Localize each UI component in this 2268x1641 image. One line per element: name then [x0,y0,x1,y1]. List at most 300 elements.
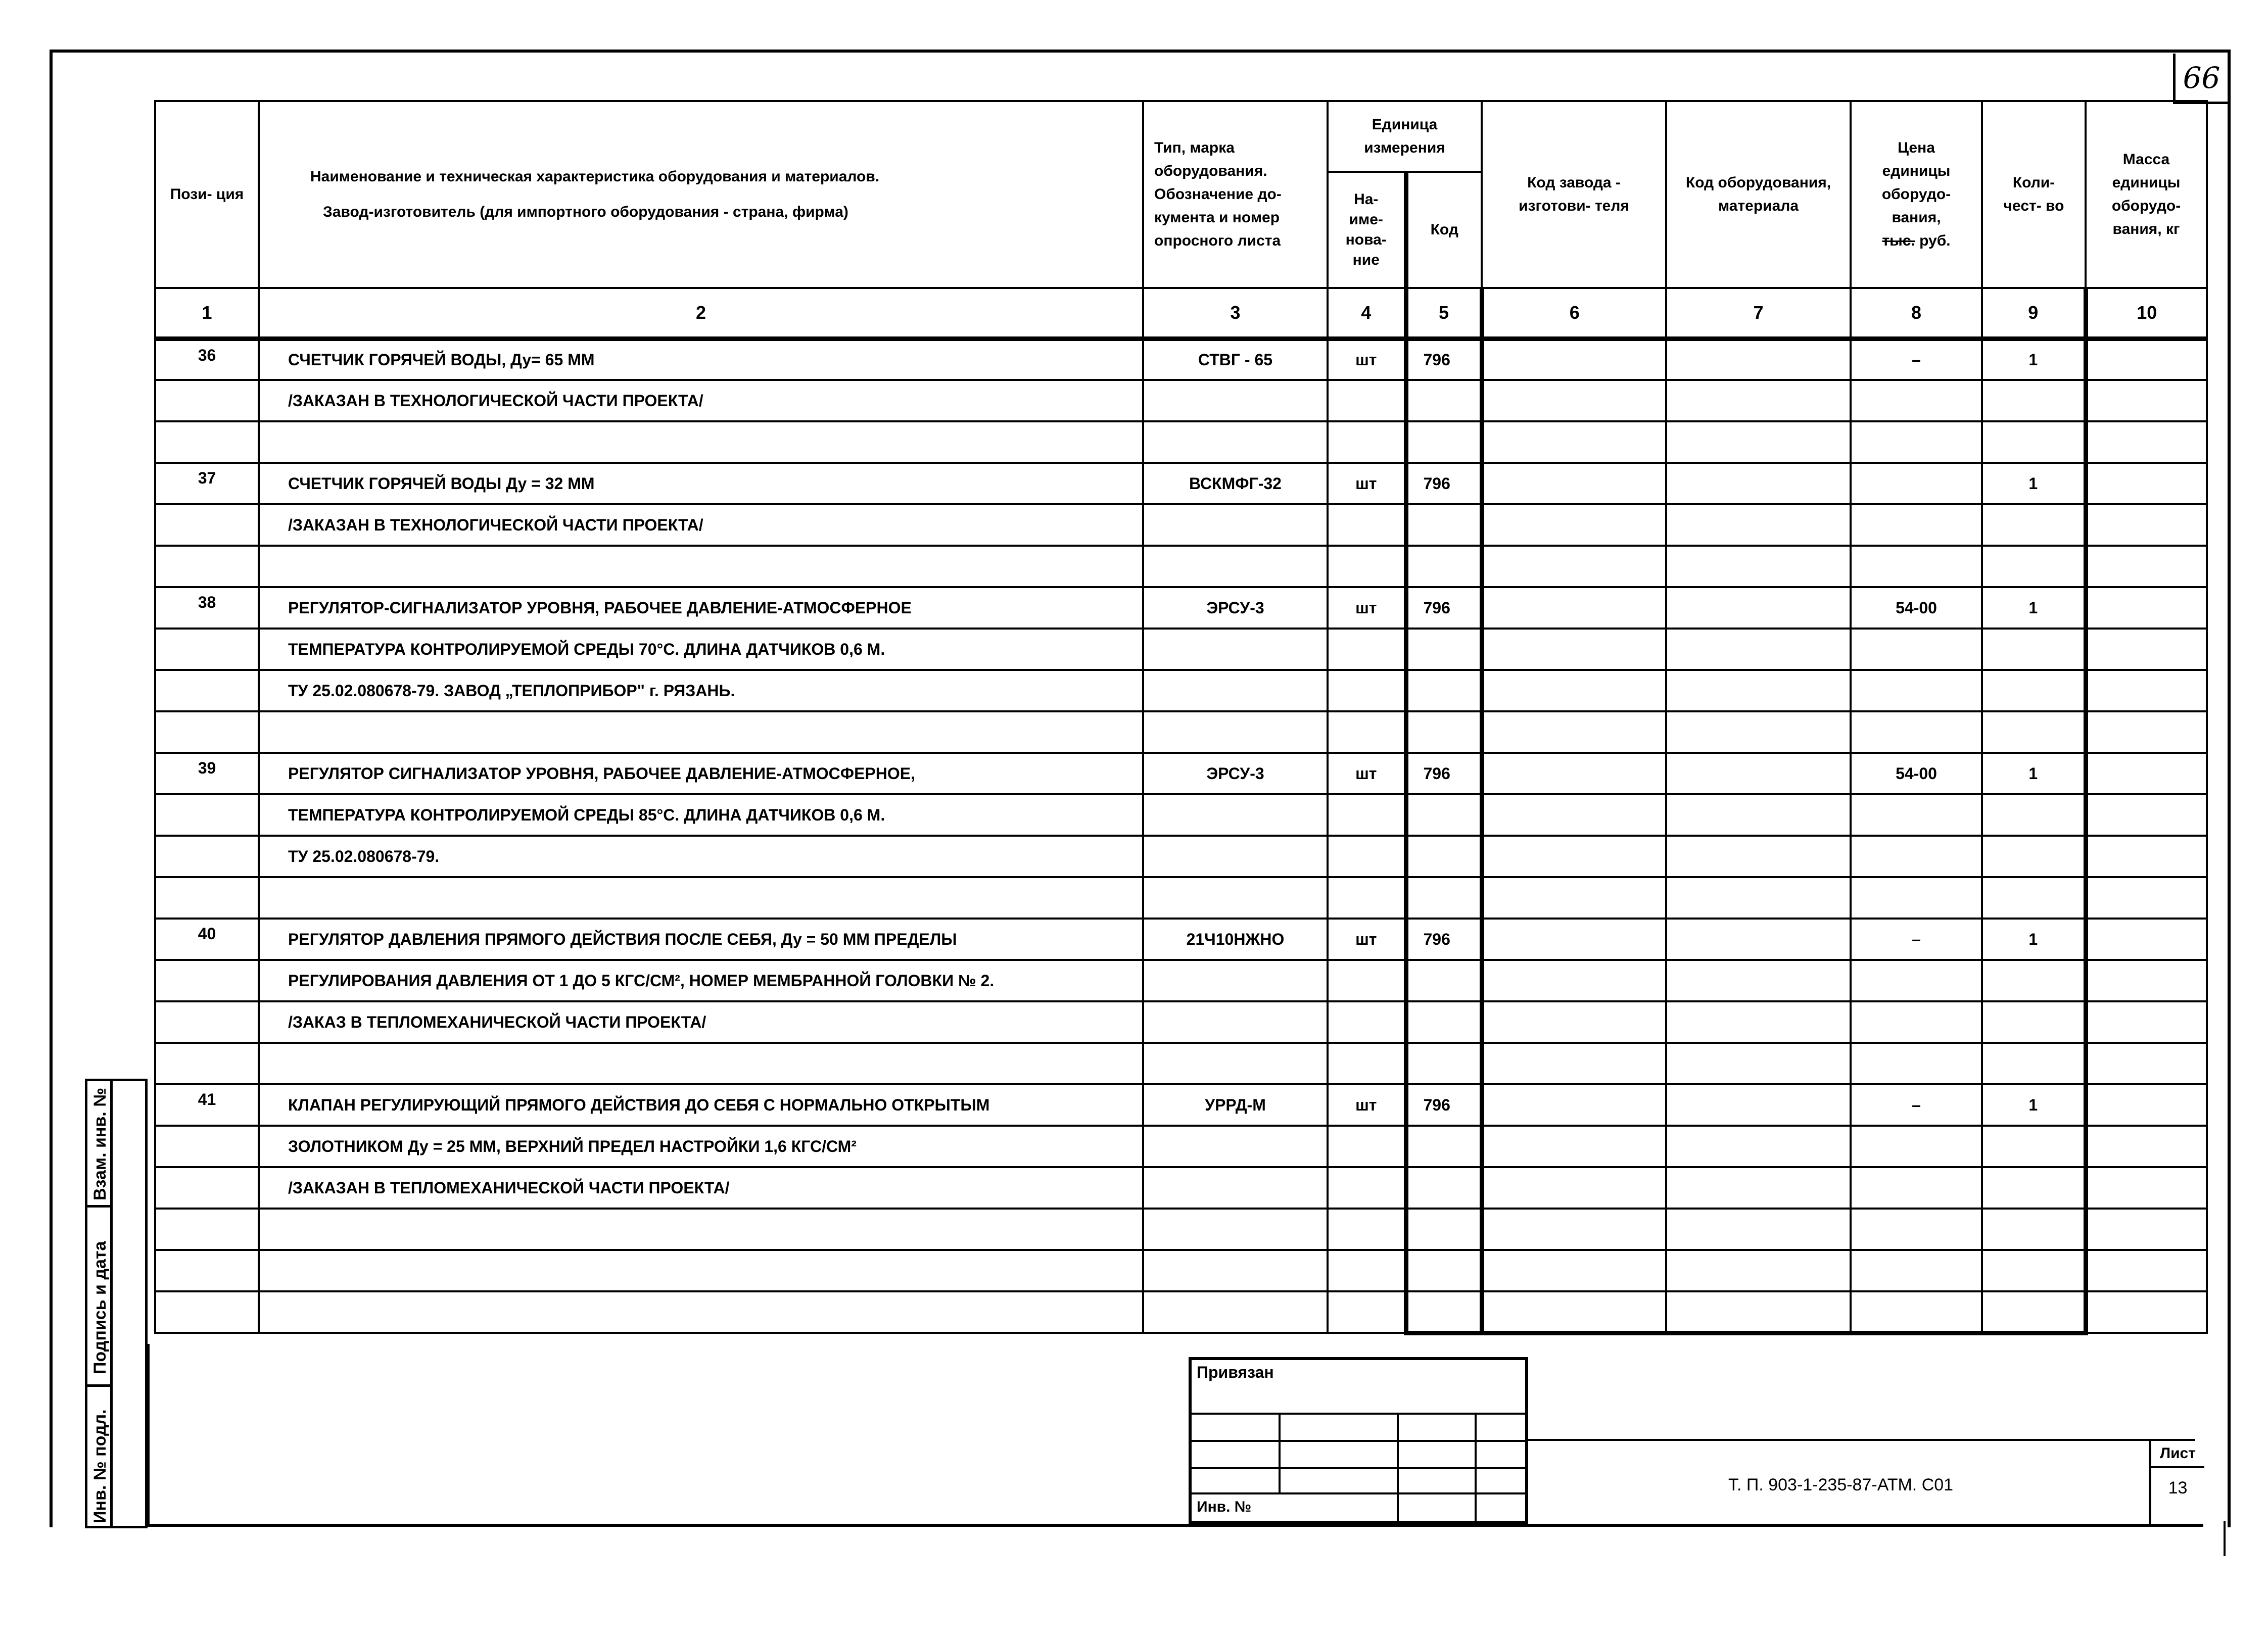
table-body [155,339,2207,1333]
table-row [155,670,2207,711]
cell-unit-code: 796 [1406,753,1482,794]
cell-factory-code [1482,1209,1666,1250]
table-row [155,1167,2207,1209]
cell-unit-name [1328,1126,1406,1167]
header-row [155,101,2207,172]
cell-type: УРРД-М [1143,1084,1328,1126]
cell-mass [2086,1043,2207,1084]
side-cell-vzam [87,1081,113,1208]
cell-position [155,877,259,919]
side-inv-label: Инв. № подл. [90,1409,110,1523]
cell-mass [2086,1084,2207,1126]
header-type-l5: опросного листа [1154,232,1281,249]
cell-unit-code [1406,1250,1482,1291]
title-block-bottom-line [147,1524,2203,1527]
cell-quantity [1982,836,2086,877]
cell-factory-code [1482,587,1666,629]
cell-price [1851,463,1982,504]
cell-unit-name [1328,1001,1406,1043]
cell-equipment-code [1666,836,1851,877]
cell-unit-name: шт [1328,919,1406,960]
sheet-label: Лист [2151,1439,2204,1468]
title-block-line [1528,1439,2195,1441]
cell-quantity [1982,629,2086,670]
cell-type [1143,1291,1328,1333]
cell-name: /ЗАКАЗАН В ТЕПЛОМЕХАНИЧЕСКОЙ ЧАСТИ ПРОЕКТА/ [259,1167,1143,1209]
table-row [155,1001,2207,1043]
cell-equipment-code [1666,1001,1851,1043]
cell-price [1851,960,1982,1001]
header-type-l1: Тип, марка [1154,139,1235,156]
table-row [155,1209,2207,1250]
colnum: 8 [1851,288,1982,339]
colnum: 3 [1143,288,1328,339]
cell-unit-code [1406,1291,1482,1333]
cell-factory-code [1482,1291,1666,1333]
cell-mass [2086,794,2207,836]
cell-mass [2086,380,2207,421]
header-type-l4: кумента и номер [1154,209,1280,226]
cell-quantity [1982,877,2086,919]
cell-name: ТУ 25.02.080678-79. ЗАВОД „ТЕПЛОПРИБОР" г. РЯЗАНЬ. [259,670,1143,711]
colnum: 1 [155,288,259,339]
cell-unit-name: шт [1328,1084,1406,1126]
cell-mass [2086,1001,2207,1043]
cell-price [1851,1001,1982,1043]
cell-unit-code [1406,670,1482,711]
cell-unit-name [1328,670,1406,711]
cell-unit-name: шт [1328,753,1406,794]
cell-mass [2086,1167,2207,1209]
header-unit-code: Код [1406,172,1482,288]
cell-factory-code [1482,1043,1666,1084]
cell-mass [2086,919,2207,960]
cell-position: 36 [155,339,259,380]
cell-name: /ЗАКАЗАН В ТЕХНОЛОГИЧЕСКОЙ ЧАСТИ ПРОЕКТА/ [259,380,1143,421]
cell-unit-code [1406,1209,1482,1250]
cell-position [155,1250,259,1291]
header-price [1851,101,1982,288]
cell-type: ВСКМФГ-32 [1143,463,1328,504]
cell-equipment-code [1666,1084,1851,1126]
cell-unit-name [1328,380,1406,421]
cell-equipment-code [1666,919,1851,960]
cell-factory-code [1482,380,1666,421]
cell-unit-code [1406,1043,1482,1084]
cell-factory-code [1482,546,1666,587]
specification-table [154,100,2208,1335]
cell-factory-code [1482,1167,1666,1209]
table-row [155,421,2207,463]
header-factory-code: Код завода - изготови- теля [1482,101,1666,288]
cell-type [1143,1209,1328,1250]
header-name [259,101,1143,288]
cell-name: СЧЕТЧИК ГОРЯЧЕЙ ВОДЫ, Ду= 65 ММ [259,339,1143,380]
table-row [155,504,2207,546]
cell-unit-name [1328,711,1406,753]
stamp-privyazan: Привязан [1197,1363,1274,1381]
table-row [155,339,2207,380]
cell-quantity [1982,546,2086,587]
side-cell-inv [87,1387,113,1526]
header-type-l3: Обозначение до- [1154,186,1282,203]
cell-equipment-code [1666,670,1851,711]
cell-price: – [1851,339,1982,380]
cell-unit-code [1406,960,1482,1001]
cell-type: ЭРСУ-3 [1143,587,1328,629]
header-unit-name: На- име- нова- ние [1328,172,1406,288]
cell-factory-code [1482,670,1666,711]
cell-unit-name [1328,629,1406,670]
table-row [155,1250,2207,1291]
colnum: 5 [1406,288,1482,339]
cell-type [1143,629,1328,670]
cell-position: 38 [155,587,259,629]
cell-type [1143,1043,1328,1084]
side-stamp [85,1079,148,1528]
cell-mass [2086,421,2207,463]
cell-equipment-code [1666,339,1851,380]
cell-type: СТВГ - 65 [1143,339,1328,380]
cell-type [1143,504,1328,546]
cell-mass [2086,587,2207,629]
cell-type [1143,380,1328,421]
cell-mass [2086,1291,2207,1333]
cell-position [155,794,259,836]
header-name-line1: Наименование и техническая характеристика оборудования и материалов. [310,168,880,185]
cell-unit-name [1328,794,1406,836]
header-price-strike: тыс. [1882,232,1915,249]
cell-price [1851,1167,1982,1209]
cell-equipment-code [1666,504,1851,546]
cell-name: РЕГУЛИРОВАНИЯ ДАВЛЕНИЯ ОТ 1 ДО 5 КГС/СМ², НОМЕР МЕМБРАННОЙ ГОЛОВКИ № 2. [259,960,1143,1001]
cell-factory-code [1482,629,1666,670]
cell-position [155,1001,259,1043]
cell-name: /ЗАКАЗАН В ТЕХНОЛОГИЧЕСКОЙ ЧАСТИ ПРОЕКТА/ [259,504,1143,546]
cell-quantity [1982,670,2086,711]
cell-quantity: 1 [1982,1084,2086,1126]
cell-position: 37 [155,463,259,504]
cell-quantity [1982,380,2086,421]
cell-quantity [1982,1043,2086,1084]
table-row [155,1084,2207,1126]
cell-position [155,504,259,546]
colnum: 6 [1482,288,1666,339]
cell-type [1143,877,1328,919]
cell-unit-code [1406,1001,1482,1043]
cell-price [1851,546,1982,587]
cell-unit-name [1328,1043,1406,1084]
cell-unit-name [1328,421,1406,463]
side-podpis-label: Подпись и дата [90,1241,110,1374]
cell-unit-name [1328,504,1406,546]
cell-equipment-code [1666,629,1851,670]
cell-type [1143,1250,1328,1291]
cell-type [1143,711,1328,753]
cell-unit-code [1406,504,1482,546]
cell-factory-code [1482,960,1666,1001]
cell-factory-code [1482,463,1666,504]
cell-quantity: 1 [1982,587,2086,629]
cell-price [1851,877,1982,919]
header-type-l2: оборудования. [1154,163,1267,179]
cell-mass [2086,877,2207,919]
table-row [155,587,2207,629]
header-equipment-code: Код оборудования, материала [1666,101,1851,288]
cell-price [1851,421,1982,463]
stamp-vline [1279,1413,1281,1492]
cell-name: /ЗАКАЗ В ТЕПЛОМЕХАНИЧЕСКОЙ ЧАСТИ ПРОЕКТА/ [259,1001,1143,1043]
document-code: Т. П. 903-1-235-87-АТМ. С01 [1728,1475,1954,1494]
cell-unit-name [1328,1291,1406,1333]
cell-equipment-code [1666,1291,1851,1333]
cell-unit-name [1328,877,1406,919]
stamp-vline [1475,1413,1477,1523]
cell-unit-code [1406,380,1482,421]
cell-factory-code [1482,877,1666,919]
cell-equipment-code [1666,753,1851,794]
cell-equipment-code [1666,1209,1851,1250]
cell-mass [2086,960,2207,1001]
cell-equipment-code [1666,1126,1851,1167]
table-row [155,546,2207,587]
cell-unit-code: 796 [1406,1084,1482,1126]
cell-mass [2086,1209,2207,1250]
cell-quantity [1982,794,2086,836]
cell-quantity: 1 [1982,919,2086,960]
cell-name [259,1250,1143,1291]
cell-equipment-code [1666,587,1851,629]
colnum: 2 [259,288,1143,339]
cell-name [259,1291,1143,1333]
cell-quantity [1982,504,2086,546]
cell-mass [2086,670,2207,711]
cell-factory-code [1482,794,1666,836]
table-row [155,380,2207,421]
cell-mass [2086,753,2207,794]
cell-quantity: 1 [1982,339,2086,380]
binding-stamp [1189,1357,1528,1524]
cell-price [1851,670,1982,711]
cell-unit-code [1406,711,1482,753]
cell-equipment-code [1666,421,1851,463]
cell-position: 41 [155,1084,259,1126]
cell-mass [2086,1250,2207,1291]
cell-unit-code [1406,877,1482,919]
cell-unit-code [1406,546,1482,587]
colnum: 9 [1982,288,2086,339]
cell-unit-code: 796 [1406,339,1482,380]
cell-name [259,877,1143,919]
cell-name [259,711,1143,753]
cell-quantity [1982,1250,2086,1291]
cell-factory-code [1482,753,1666,794]
cell-type [1143,421,1328,463]
table-row [155,753,2207,794]
header-position: Пози- ция [155,101,259,288]
colnum: 10 [2086,288,2207,339]
cell-equipment-code [1666,877,1851,919]
table-row [155,794,2207,836]
cell-position [155,629,259,670]
cell-unit-name [1328,960,1406,1001]
table-row [155,711,2207,753]
cell-factory-code [1482,504,1666,546]
cell-quantity [1982,1209,2086,1250]
cell-equipment-code [1666,1043,1851,1084]
cell-unit-code [1406,794,1482,836]
table-row [155,836,2207,877]
cell-factory-code [1482,339,1666,380]
cell-price: 54-00 [1851,753,1982,794]
cell-name [259,1209,1143,1250]
cell-position [155,711,259,753]
cell-factory-code [1482,836,1666,877]
cell-price [1851,504,1982,546]
cell-price [1851,1043,1982,1084]
table-row [155,1291,2207,1333]
header-mass: Масса единицы оборудо- вания, кг [2086,101,2207,288]
cell-unit-name: шт [1328,587,1406,629]
cell-unit-code: 796 [1406,587,1482,629]
table-row [155,960,2207,1001]
cell-name [259,1043,1143,1084]
cell-quantity: 1 [1982,753,2086,794]
header-price-unit: руб. [1915,232,1951,249]
cell-type [1143,960,1328,1001]
header-unit: Единица измерения [1328,101,1482,172]
cell-price [1851,836,1982,877]
cell-type [1143,1126,1328,1167]
cell-quantity [1982,1126,2086,1167]
cell-name: ТУ 25.02.080678-79. [259,836,1143,877]
cell-equipment-code [1666,463,1851,504]
cell-quantity [1982,711,2086,753]
cell-mass [2086,339,2207,380]
colnum: 7 [1666,288,1851,339]
table-row [155,463,2207,504]
cell-unit-code: 796 [1406,919,1482,960]
cell-quantity [1982,1001,2086,1043]
cell-unit-code [1406,836,1482,877]
cell-mass [2086,1126,2207,1167]
cell-position [155,1167,259,1209]
cell-mass [2086,836,2207,877]
cell-type [1143,1001,1328,1043]
cell-name [259,546,1143,587]
table-row [155,629,2207,670]
cell-equipment-code [1666,1167,1851,1209]
cell-equipment-code [1666,546,1851,587]
cell-type: 21Ч10НЖНО [1143,919,1328,960]
cell-type [1143,546,1328,587]
cell-equipment-code [1666,794,1851,836]
cell-position [155,670,259,711]
cell-price [1851,711,1982,753]
table-row [155,877,2207,919]
table-row [155,1126,2207,1167]
cell-factory-code [1482,421,1666,463]
cell-unit-code [1406,421,1482,463]
colnum: 4 [1328,288,1406,339]
cell-name: ТЕМПЕРАТУРА КОНТРОЛИРУЕМОЙ СРЕДЫ 85°С. ДЛИНА ДАТЧИКОВ 0,6 М. [259,794,1143,836]
cell-unit-code [1406,1167,1482,1209]
cell-unit-name [1328,1167,1406,1209]
cell-factory-code [1482,1126,1666,1167]
cell-price [1851,629,1982,670]
cell-unit-name: шт [1328,339,1406,380]
cell-position: 40 [155,919,259,960]
cell-position [155,960,259,1001]
cell-equipment-code [1666,711,1851,753]
cell-price [1851,1291,1982,1333]
cell-equipment-code [1666,380,1851,421]
stamp-inv: Инв. № [1197,1499,1252,1515]
stamp-vline [1397,1413,1399,1523]
cell-quantity: 1 [1982,463,2086,504]
cell-unit-name [1328,836,1406,877]
cell-type [1143,1167,1328,1209]
page-number: 66 [2173,54,2228,104]
cell-name: ЗОЛОТНИКОМ Ду = 25 ММ, ВЕРХНИЙ ПРЕДЕЛ НАСТРОЙКИ 1,6 КГС/СМ² [259,1126,1143,1167]
cell-position: 39 [155,753,259,794]
cell-factory-code [1482,711,1666,753]
header-type [1143,101,1328,288]
cell-type [1143,794,1328,836]
table-row [155,919,2207,960]
cell-unit-code: 796 [1406,463,1482,504]
cell-name: ТЕМПЕРАТУРА КОНТРОЛИРУЕМОЙ СРЕДЫ 70°С. ДЛИНА ДАТЧИКОВ 0,6 М. [259,629,1143,670]
column-number-row [155,288,2207,339]
cell-position [155,421,259,463]
cell-position [155,380,259,421]
cell-mass [2086,504,2207,546]
cell-equipment-code [1666,1250,1851,1291]
cell-name: КЛАПАН РЕГУЛИРУЮЩИЙ ПРЯМОГО ДЕЙСТВИЯ ДО СЕБЯ С НОРМАЛЬНО ОТКРЫТЫМ [259,1084,1143,1126]
cell-quantity [1982,1167,2086,1209]
cell-factory-code [1482,919,1666,960]
cell-name: РЕГУЛЯТОР СИГНАЛИЗАТОР УРОВНЯ, РАБОЧЕЕ ДАВЛЕНИЕ-АТМОСФЕРНОЕ, [259,753,1143,794]
cell-name: РЕГУЛЯТОР ДАВЛЕНИЯ ПРЯМОГО ДЕЙСТВИЯ ПОСЛЕ СЕБЯ, Ду = 50 ММ ПРЕДЕЛЫ [259,919,1143,960]
cell-quantity [1982,960,2086,1001]
cell-factory-code [1482,1084,1666,1126]
sheet-number-box [2149,1439,2204,1524]
cell-price [1851,380,1982,421]
cell-price [1851,794,1982,836]
cell-price: 54-00 [1851,587,1982,629]
cell-quantity [1982,421,2086,463]
title-block-border [147,1344,150,1526]
cell-unit-name [1328,1250,1406,1291]
cell-price [1851,1209,1982,1250]
cell-position [155,1209,259,1250]
cell-name: РЕГУЛЯТОР-СИГНАЛИЗАТОР УРОВНЯ, РАБОЧЕЕ ДАВЛЕНИЕ-АТМОСФЕРНОЕ [259,587,1143,629]
cell-unit-name [1328,1209,1406,1250]
cell-equipment-code [1666,960,1851,1001]
side-cell-podpis [87,1208,113,1387]
sheet-number: 13 [2168,1478,2188,1498]
cell-position [155,836,259,877]
cell-mass [2086,463,2207,504]
cell-position [155,1291,259,1333]
cell-price: – [1851,919,1982,960]
cell-unit-name [1328,546,1406,587]
cell-type [1143,670,1328,711]
cell-price [1851,1126,1982,1167]
cell-position [155,1126,259,1167]
cell-quantity [1982,1291,2086,1333]
cell-factory-code [1482,1250,1666,1291]
